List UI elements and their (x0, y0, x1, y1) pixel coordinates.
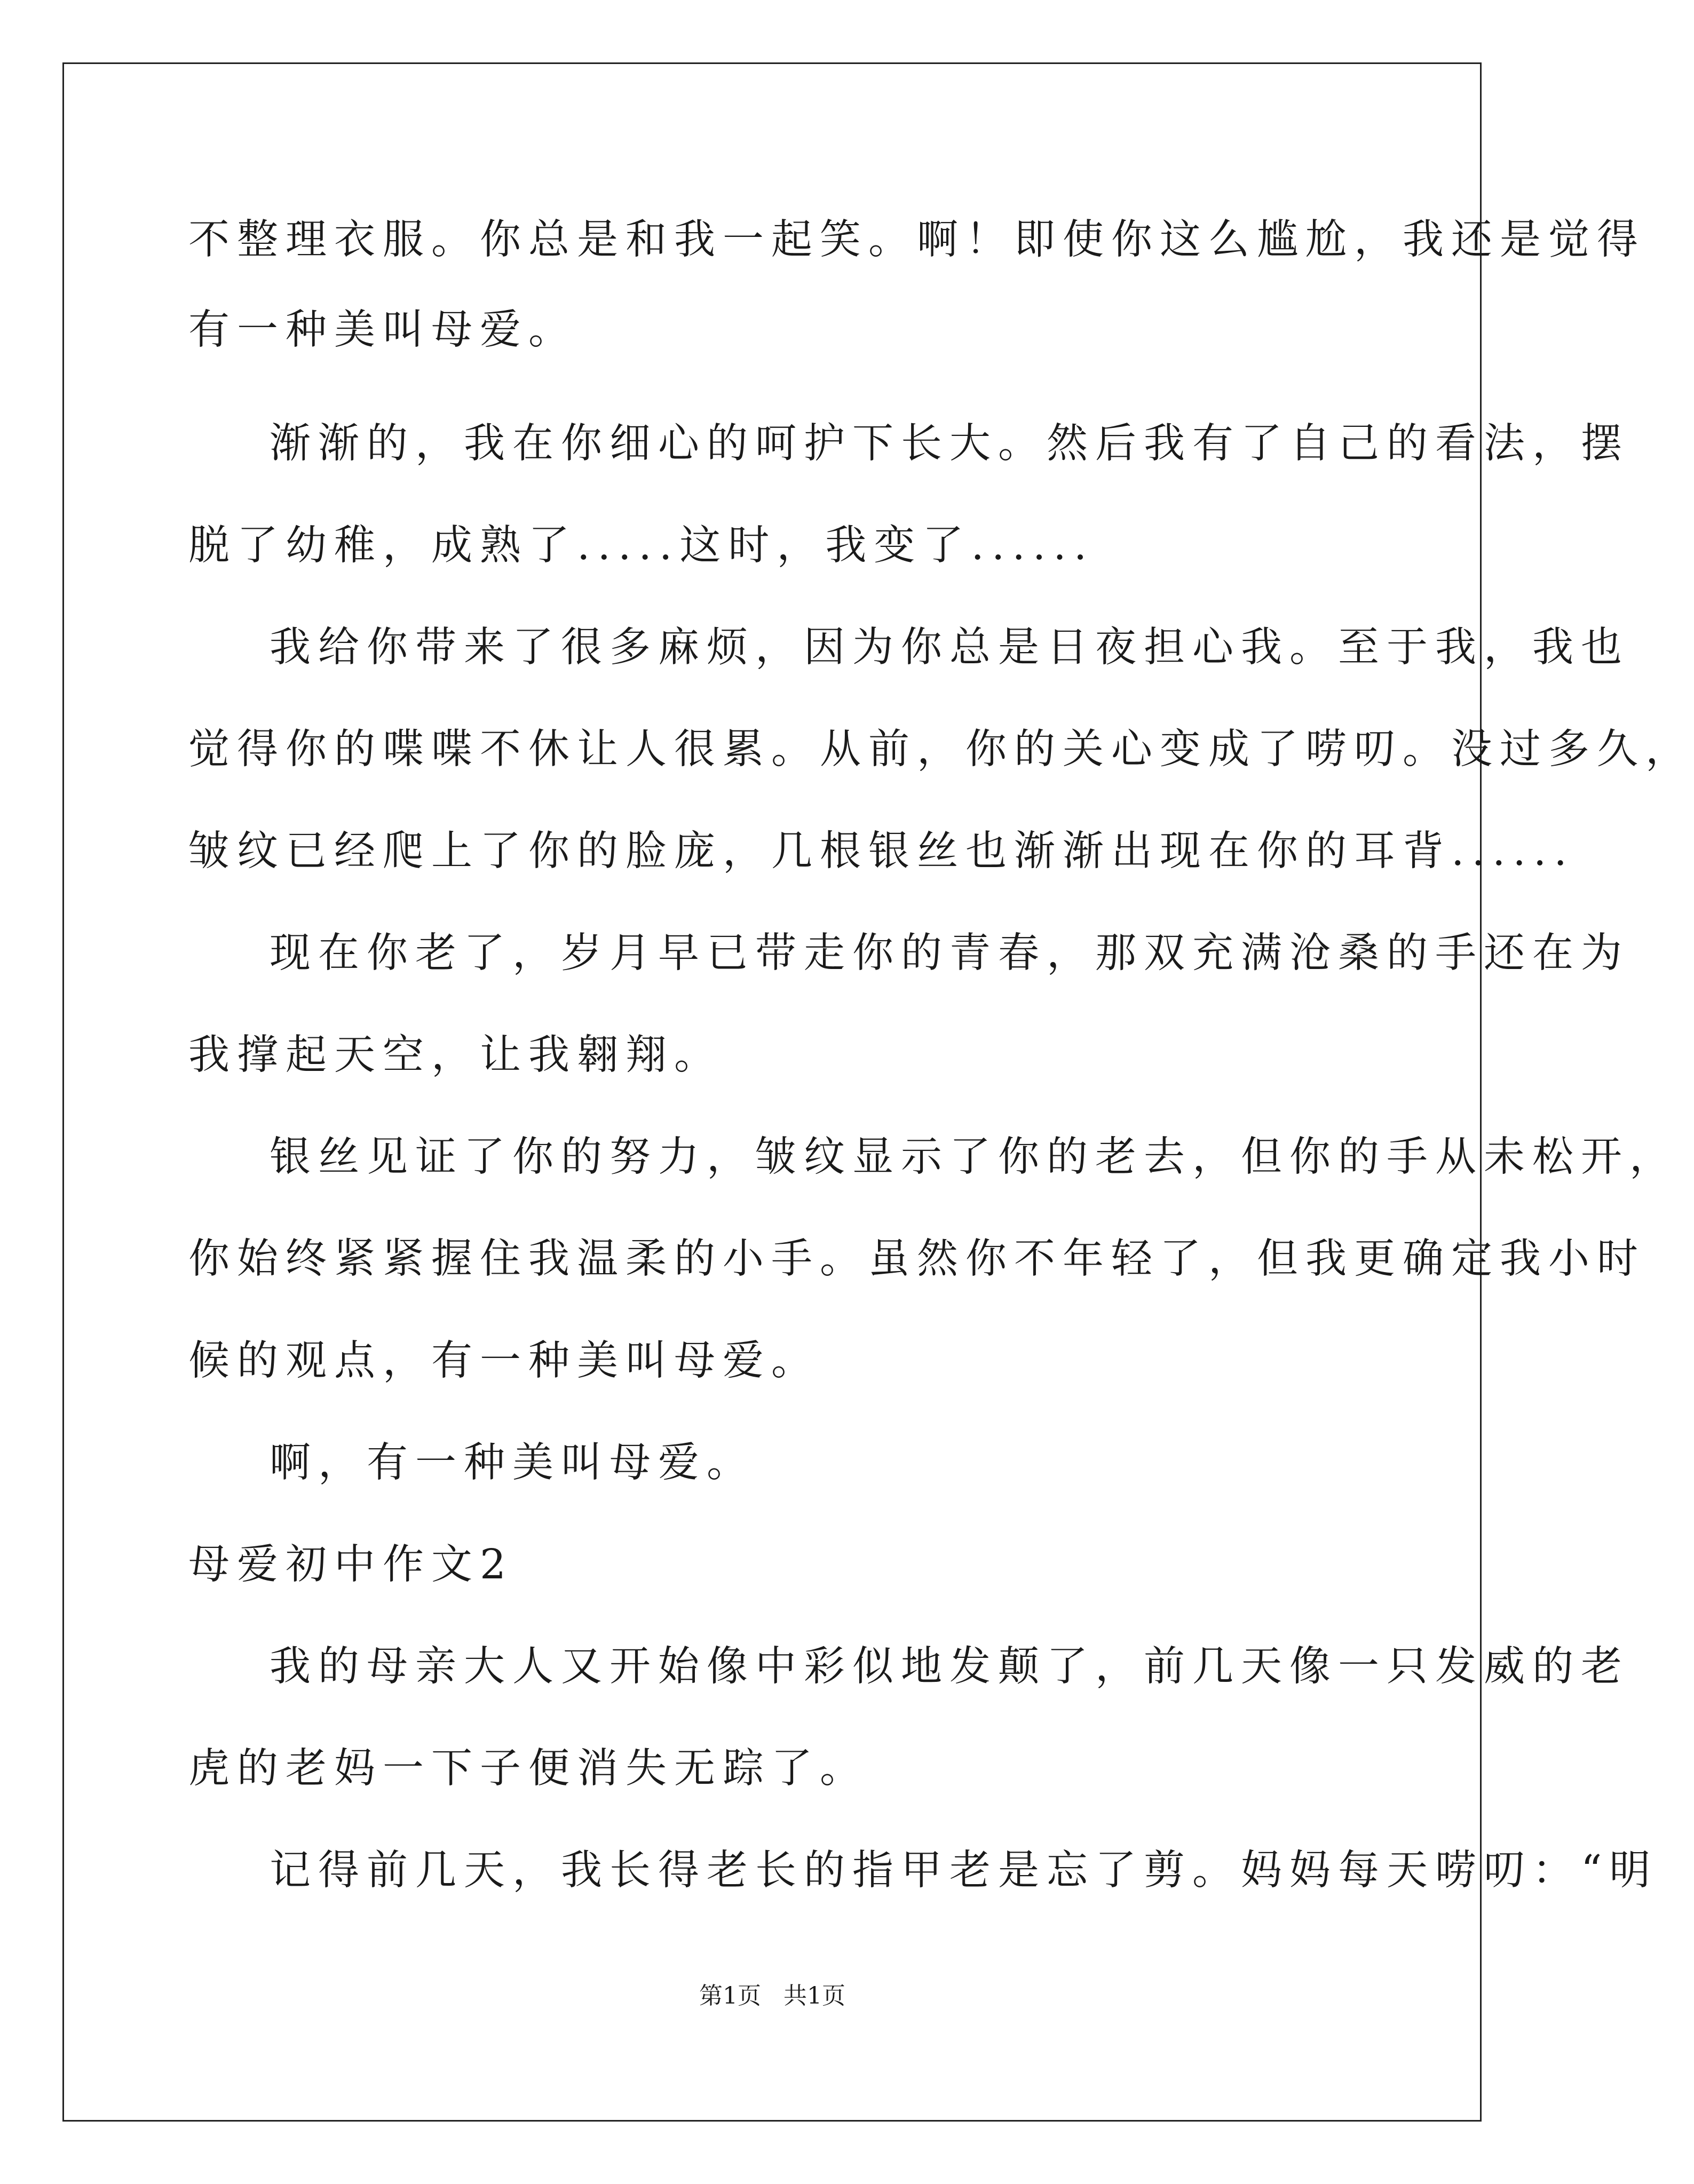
body-line: 虎的老妈一下子便消失无踪了。 (188, 1745, 868, 1792)
paragraph-first-line: 我给你带来了很多麻烦，因为你总是日夜担心我。至于我，我也 (270, 624, 1629, 671)
body-line: 觉得你的喋喋不休让人很累。从前，你的关心变成了唠叨。没过多久， (188, 726, 1694, 773)
paragraph-first-line: 渐渐的，我在你细心的呵护下长大。然后我有了自己的看法，摆 (270, 420, 1629, 467)
paragraph-first-line: 啊，有一种美叫母爱。 (270, 1439, 755, 1487)
paragraph-first-line: 银丝见证了你的努力，皱纹显示了你的老去，但你的手从未松开， (270, 1133, 1678, 1181)
body-line: 我撑起天空，让我翱翔。 (188, 1031, 723, 1079)
section-heading: 母爱初中作文2 (188, 1541, 513, 1589)
body-line: 候的观点，有一种美叫母爱。 (188, 1337, 820, 1385)
body-line: 你始终紧紧握住我温柔的小手。虽然你不年轻了，但我更确定我小时 (188, 1235, 1645, 1283)
body-line: 不整理衣服。你总是和我一起笑。啊！即使你这么尴尬，我还是觉得 (188, 216, 1645, 264)
page-footer: 第1页 共1页 (699, 1982, 845, 2010)
body-line: 脱了幼稚，成熟了.....这时，我变了...... (188, 522, 1095, 569)
page-border (62, 62, 1694, 2122)
paragraph-first-line: 记得前几天，我长得老长的指甲老是忘了剪。妈妈每天唠叨：“明 (270, 1847, 1658, 1894)
body-line: 皱纹已经爬上了你的脸庞，几根银丝也渐渐出现在你的耳背...... (188, 828, 1574, 875)
paragraph-first-line: 现在你老了，岁月早已带走你的青春，那双充满沧桑的手还在为 (270, 930, 1629, 977)
paragraph-first-line: 我的母亲大人又开始像中彩似地发颠了，前几天像一只发威的老 (270, 1643, 1629, 1690)
body-line: 有一种美叫母爱。 (188, 306, 577, 354)
